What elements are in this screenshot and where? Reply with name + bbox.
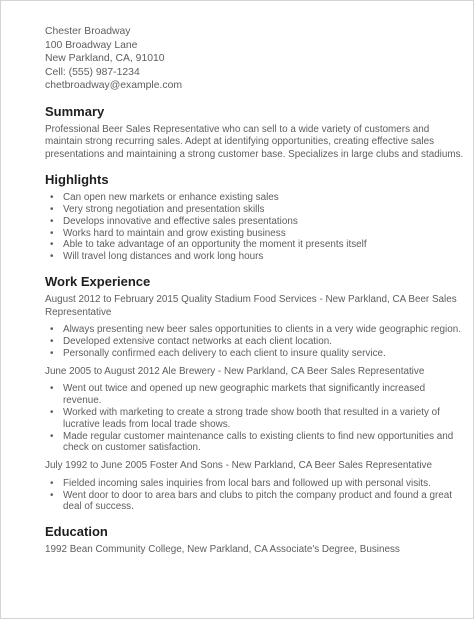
job-bullets (45, 478, 465, 514)
education-heading: Education (45, 524, 108, 540)
contact-name: Chester Broadway (45, 26, 131, 37)
list-item: • Develops innovative and effective sales presentations (63, 216, 465, 228)
contact-block (45, 25, 465, 93)
list-item: • Works hard to maintain and grow existing business (63, 228, 465, 240)
highlights-list (45, 192, 465, 263)
contact-email: chetbroadway@example.com (45, 80, 183, 92)
contact-city: New Parkland, CA, 91010 (45, 53, 165, 65)
job-bullets (45, 383, 465, 454)
contact-address: 100 Broadway Lane (45, 39, 138, 51)
summary-heading: Summary (45, 103, 105, 119)
list-item: • Always presenting new beer sales opportunities to clients in a very wide geographic region. (63, 324, 465, 336)
list-item: • Can open new markets or enhance existing sales (63, 192, 465, 204)
list-item: • Went out twice and opened up new geographic markets that significantly increased revenue. (63, 383, 465, 407)
list-item: • Worked with marketing to create a strong trade show booth that resulted in a variety of lucrative leads from local trade shows. (63, 407, 465, 431)
resume-content (1, 1, 473, 557)
job-title: July 1992 to June 2005 Foster And Sons - New Parkland, CA Beer Sales Representative (45, 460, 432, 472)
job-bullets (45, 324, 465, 360)
list-item: • Developed extensive contact networks at each client location. (63, 336, 465, 348)
job-title: June 2005 to August 2012 Ale Brewery - New Parkland, CA Beer Sales Representative (45, 365, 425, 377)
list-item: • Able to take advantage of an opportunity the moment it presents itself (63, 239, 465, 251)
list-item: • Will travel long distances and work long hours (63, 251, 465, 263)
summary-text: Professional Beer Sales Representative who can sell to a wide variety of customers and maintain strong recurring sales. Adept at identifying opportunities, creating effective sales presentations and maintaining a strong customer base. Specializes in large clubs and stadiums. (45, 123, 464, 160)
list-item: • Personally confirmed each delivery to each client to insure quality service. (63, 348, 465, 360)
list-item: • Very strong negotiation and presentation skills (63, 204, 465, 216)
job-title: August 2012 to February 2015 Quality Stadium Food Services - New Parkland, CA Beer Sales Representative (45, 294, 457, 318)
highlights-heading: Highlights (45, 171, 109, 187)
contact-phone: Cell: (555) 987-1234 (45, 66, 140, 78)
list-item: • Made regular customer maintenance calls to existing clients to find new opportunities and check on customer satisfaction. (63, 431, 465, 455)
list-item: • Went door to door to area bars and clubs to pitch the company product and found a great deal of success. (63, 490, 465, 514)
experience-heading: Work Experience (45, 274, 151, 290)
education-text: 1992 Bean Community College, New Parkland, CA Associate's Degree, Business (45, 544, 400, 556)
list-item: • Fielded incoming sales inquiries from local bars and followed up with personal visits. (63, 478, 465, 490)
